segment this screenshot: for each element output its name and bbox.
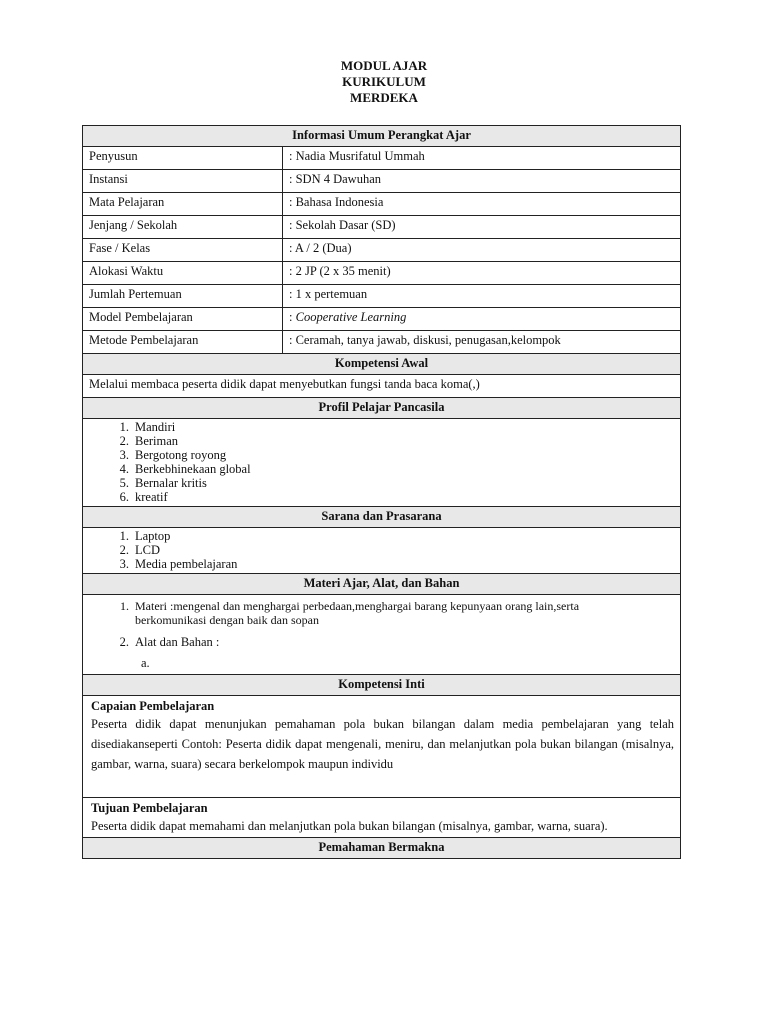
page-title	[0, 58, 768, 106]
capaian-title: Capaian Pembelajaran	[91, 699, 215, 713]
sarana-list	[89, 529, 674, 571]
info-value: : Nadia Musrifatul Ummah	[283, 147, 681, 170]
profil-list-cell	[83, 419, 681, 507]
info-label: Instansi	[83, 170, 283, 193]
tujuan-cell	[83, 798, 681, 838]
list-item: 2. LCD	[119, 543, 160, 557]
info-label: Mata Pelajaran	[83, 193, 283, 216]
materi-item-1: 1. Materi :mengenal dan menghargai perbedaan,menghargai barang kepunyaan orang lain,serta berkomunikasi dengan baik dan sopan	[120, 599, 580, 627]
list-item: 4. Berkebhinekaan global	[119, 462, 251, 476]
title-line: MODUL AJAR	[340, 58, 428, 73]
info-row-penyusun	[83, 147, 681, 170]
modul-table	[82, 125, 681, 859]
info-label: Jenjang / Sekolah	[83, 216, 283, 239]
info-value-prefix: :	[289, 310, 296, 324]
materi-item-2: 2. Alat dan Bahan :	[119, 635, 220, 649]
info-label: Fase / Kelas	[83, 239, 283, 262]
list-item: 1. Mandiri	[119, 420, 176, 434]
info-label: Alokasi Waktu	[83, 262, 283, 285]
info-label: Metode Pembelajaran	[83, 331, 283, 354]
info-value: : 1 x pertemuan	[283, 285, 681, 308]
info-row-fase	[83, 239, 681, 262]
section-header-sarana: Sarana dan Prasarana	[83, 507, 681, 528]
section-header-informasi: Informasi Umum Perangkat Ajar	[83, 126, 681, 147]
section-header-pemahaman: Pemahaman Bermakna	[83, 838, 681, 859]
list-item: 2. Beriman	[119, 434, 179, 448]
info-row-instansi	[83, 170, 681, 193]
list-item: 6. kreatif	[119, 490, 168, 504]
capaian-text: Peserta didik dapat menunjukan pemahaman pola bukan bilangan dalam media pembelajaran yang telah disediakanseperti Contoh: Peserta didik dapat mengenali, meniru, dan melanjutkan pola bukan bilangan (misalnya, gambar, warna, suara) secara berkelompok maupun individu	[91, 717, 674, 771]
tujuan-text: Peserta didik dapat memahami dan melanjutkan pola bukan bilangan (misalnya, gambar, warna, suara).	[91, 819, 608, 833]
info-label: Jumlah Pertemuan	[83, 285, 283, 308]
title-line: KURIKULUM	[342, 74, 426, 89]
title-line: MERDEKA	[350, 90, 418, 105]
list-item: 1. Laptop	[119, 529, 171, 543]
info-value: : A / 2 (Dua)	[283, 239, 681, 262]
info-value: : Sekolah Dasar (SD)	[283, 216, 681, 239]
profil-list	[89, 420, 674, 504]
info-row-mata-pelajaran	[83, 193, 681, 216]
list-item: 5. Bernalar kritis	[119, 476, 207, 490]
info-value-italic: Cooperative Learning	[295, 310, 407, 324]
list-item: 3. Bergotong royong	[119, 448, 227, 462]
info-row-model	[83, 308, 681, 331]
tujuan-title: Tujuan Pembelajaran	[91, 801, 208, 815]
list-item: 3. Media pembelajaran	[119, 557, 238, 571]
sarana-list-cell	[83, 528, 681, 574]
info-row-alokasi	[83, 262, 681, 285]
info-value: : SDN 4 Dawuhan	[283, 170, 681, 193]
info-value: : Ceramah, tanya jawab, diskusi, penugasan,kelompok	[283, 331, 681, 354]
info-value	[283, 308, 681, 331]
info-value: : 2 JP (2 x 35 menit)	[283, 262, 681, 285]
info-row-jenjang	[83, 216, 681, 239]
info-value: : Bahasa Indonesia	[283, 193, 681, 216]
section-header-profil: Profil Pelajar Pancasila	[83, 398, 681, 419]
info-label: Penyusun	[83, 147, 283, 170]
materi-cell	[83, 595, 681, 675]
info-label: Model Pembelajaran	[83, 308, 283, 331]
materi-sub-a: a.	[141, 656, 150, 670]
info-row-metode	[83, 331, 681, 354]
section-header-kompetensi-awal: Kompetensi Awal	[83, 354, 681, 375]
section-header-kompetensi-inti: Kompetensi Inti	[83, 675, 681, 696]
info-row-jumlah	[83, 285, 681, 308]
capaian-cell	[83, 696, 681, 798]
kompetensi-awal-text: Melalui membaca peserta didik dapat menyebutkan fungsi tanda baca koma(,)	[83, 375, 681, 398]
section-header-materi: Materi Ajar, Alat, dan Bahan	[83, 574, 681, 595]
